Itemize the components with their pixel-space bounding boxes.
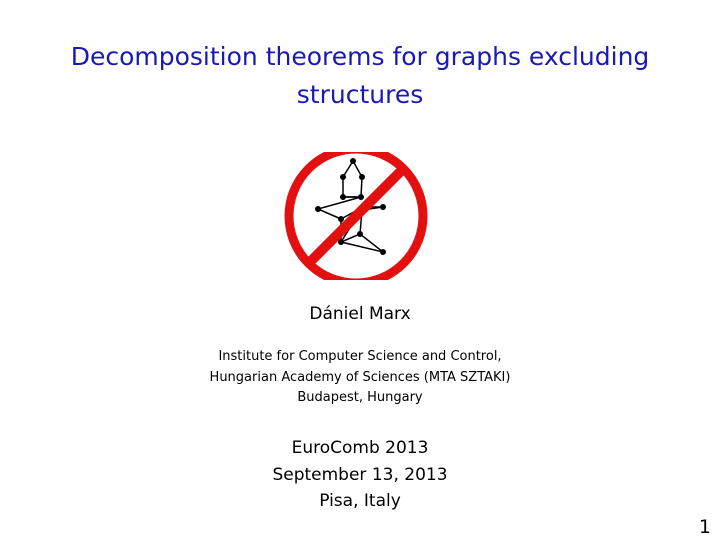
affiliation-line-3: Budapest, Hungary bbox=[297, 390, 423, 405]
affiliation-line-1: Institute for Computer Science and Control, bbox=[218, 349, 502, 364]
graph-vertex bbox=[357, 231, 363, 237]
graph-vertex bbox=[340, 194, 346, 200]
graph-vertex bbox=[315, 206, 321, 212]
page-number: 1 bbox=[698, 516, 711, 538]
event-location: Pisa, Italy bbox=[319, 491, 401, 511]
graph-edges-left bbox=[343, 161, 362, 197]
event-date: September 13, 2013 bbox=[272, 465, 448, 485]
author-name: Dániel Marx bbox=[309, 304, 411, 324]
graph-vertex bbox=[340, 174, 346, 180]
graph-vertex bbox=[350, 158, 356, 164]
prohibition-graph-icon bbox=[280, 152, 432, 280]
graph-vertex bbox=[358, 194, 364, 200]
graph-vertex bbox=[380, 204, 386, 210]
graph-vertex bbox=[380, 249, 386, 255]
slide-title-line-1: Decomposition theorems for graphs excluding bbox=[70, 42, 650, 71]
affiliation-line-2: Hungarian Academy of Sciences (MTA SZTAKI) bbox=[209, 370, 511, 385]
graph-vertex bbox=[338, 216, 344, 222]
prohibition-bar bbox=[309, 169, 403, 263]
graph-vertex bbox=[359, 174, 365, 180]
event-name: EuroComb 2013 bbox=[291, 438, 429, 458]
slide-title-line-2: structures bbox=[296, 80, 424, 109]
